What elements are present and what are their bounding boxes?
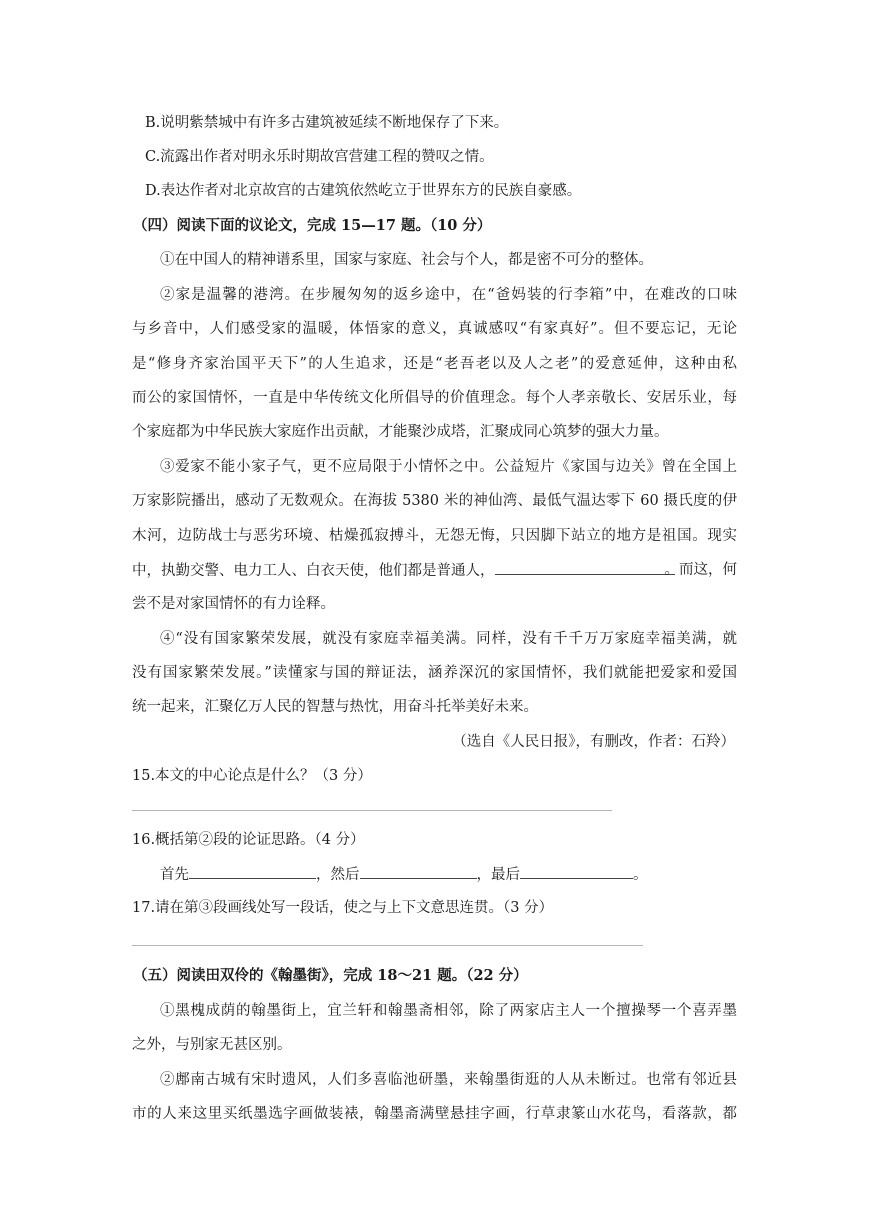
s4-paragraph-3-line-with-blank <box>132 560 737 581</box>
section-4-heading: （四）阅读下面的议论文，完成 15—17 题。（10 分） <box>133 217 492 234</box>
s4-paragraph-3-line: ③爱家不能小家子气，更不应局限于小情怀之中。公益短片《家国与边关》曾在全国上 <box>160 459 737 475</box>
question-16-blanks <box>160 864 648 885</box>
s4-p3-line4-text-end: 。而这，何 <box>664 562 737 578</box>
s5-paragraph-1-line: 之外，与别家无甚区别。 <box>132 1037 292 1053</box>
s4-paragraph-2-line: 而公的家国情怀，一直是中华传统文化所倡导的价值理念。每个人孝亲敬长、安居乐业，每 <box>132 390 737 406</box>
s4-paragraph-1: ①在中国人的精神谱系里，国家与家庭、社会与个人，都是密不可分的整体。 <box>160 252 653 268</box>
s4-paragraph-4-line: 没有国家繁荣发展。”读懂家与国的辩证法，涵养深沉的家国情怀，我们就能把爱家和爱国 <box>132 665 737 681</box>
s4-paragraph-2-line: 个家庭都为中华民族大家庭作出贡献，才能聚沙成塔，汇聚成同心筑梦的强大力量。 <box>132 424 669 440</box>
answer-line-15[interactable] <box>132 810 612 811</box>
s5-paragraph-2-line: 市的人来这里买纸墨选字画做装裱，翰墨斋满壁悬挂字画，行草隶篆山水花鸟，看落款，都 <box>132 1106 737 1122</box>
s4-paragraph-3-line: 万家影院播出，感动了无数观众。在海拔 5380 米的神仙湾、最低气温达零下 60 摄氏度的伊 <box>132 493 737 509</box>
fill-in-blank-line[interactable] <box>495 560 675 575</box>
section-5-heading: （五）阅读田双伶的《翰墨街》，完成 18～21 题。（22 分） <box>133 967 528 984</box>
q16-first-label: 首先 <box>160 867 189 883</box>
option-d: D.表达作者对北京故宫的古建筑依然屹立于世界东方的民族自豪感。 <box>145 183 582 199</box>
s4-paragraph-2-line: ②家是温馨的港湾。在步履匆匆的返乡途中，在“爸妈装的行李箱”中，在难改的口味 <box>160 287 737 303</box>
option-c: C.流露出作者对明永乐时期故宫营建工程的赞叹之情。 <box>145 149 494 165</box>
article-source: （选自《人民日报》，有删改，作者：石羚） <box>452 734 735 750</box>
answer-line-17[interactable] <box>132 945 643 946</box>
question-16: 16.概括第②段的论证思路。（4 分） <box>132 832 365 848</box>
s4-paragraph-3-line: 尝不是对家国情怀的有力诠释。 <box>132 596 335 612</box>
option-b: B.说明紫禁城中有许多古建筑被延续不断地保存了下来。 <box>145 115 509 131</box>
q16-then-label: ，然后 <box>316 867 360 883</box>
s4-paragraph-2-line: 与乡音中，人们感受家的温暖，体悟家的意义，真诚感叹“有家真好”。但不要忘记，无论 <box>132 321 737 337</box>
s4-paragraph-2-line: 是“修身齐家治国平天下”的人生追求，还是“老吾老以及人之老”的爱意延伸，这种由私 <box>132 356 737 372</box>
s4-p3-line4-text: 中，执勤交警、电力工人、白衣天使，他们都是普通人， <box>132 563 495 579</box>
question-15: 15.本文的中心论点是什么？（3 分） <box>132 768 372 784</box>
q16-end-mark: 。 <box>633 867 648 883</box>
s5-paragraph-1-line: ①黑槐成荫的翰墨街上，宜兰轩和翰墨斋相邻，除了两家店主人一个擅操琴一个喜弄墨 <box>160 1003 737 1019</box>
q16-first-blank[interactable] <box>189 864 316 879</box>
q16-then-blank[interactable] <box>360 864 477 879</box>
s4-paragraph-3-line: 木河，边防战士与恶劣环境、枯燥孤寂搏斗，无怨无悔，只因脚下站立的地方是祖国。现实 <box>132 528 737 544</box>
s5-paragraph-2-line: ②鄌南古城有宋时遗风，人们多喜临池研墨，来翰墨街逛的人从未断过。也常有邻近县 <box>160 1072 737 1088</box>
q16-last-blank[interactable] <box>520 864 633 879</box>
q16-last-label: ，最后 <box>476 867 520 883</box>
s4-paragraph-4-line: ④“没有国家繁荣发展，就没有家庭幸福美满。同样，没有千千万万家庭幸福美满，就 <box>160 631 737 647</box>
s4-paragraph-4-line: 统一起来，汇聚亿万人民的智慧与热忱，用奋斗托举美好未来。 <box>132 699 538 715</box>
question-17: 17.请在第③段画线处写一段话，使之与上下文意思连贯。（3 分） <box>132 900 554 916</box>
